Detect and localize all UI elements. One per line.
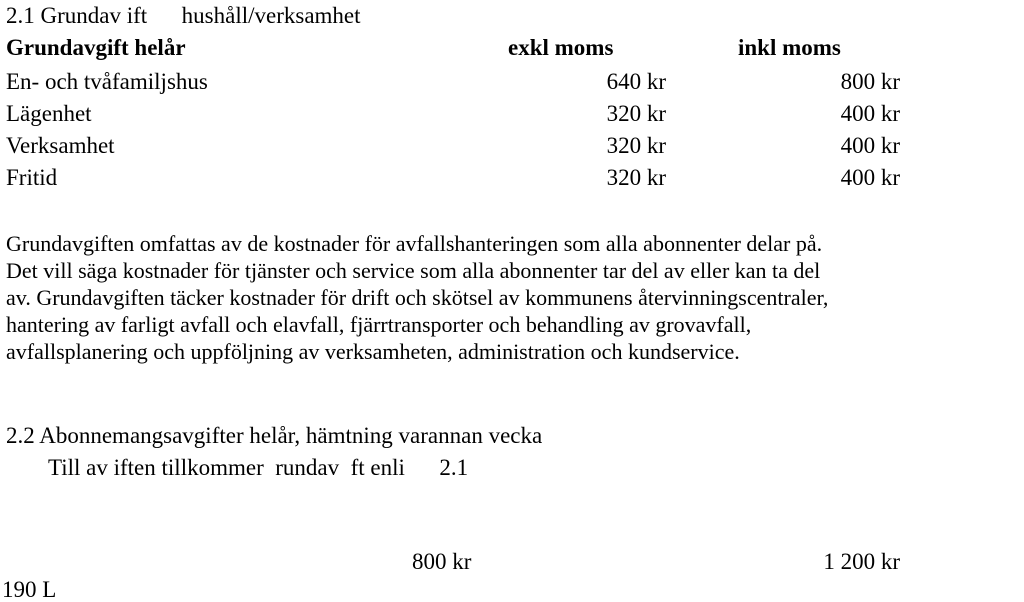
table-row-inkl: 400 kr (840, 133, 900, 158)
paragraph-line: avfallsplanering och uppföljning av verksamheten, administration och kundservice. (6, 339, 740, 364)
subscription-row-inkl: 1 200 kr (823, 549, 900, 574)
table-header-exkl: exkl moms (508, 35, 614, 60)
subscription-row-exkl: 800 kr (412, 549, 472, 574)
table-row-label: Lägenhet (6, 101, 92, 126)
table-header-inkl: inkl moms (738, 35, 841, 60)
table-row-exkl: 320 kr (606, 133, 666, 158)
section-2-subheading: Till av iften tillkommer rundav ft enli 2.1 (48, 455, 469, 480)
table-row-exkl: 640 kr (606, 69, 666, 94)
paragraph-line: hantering av farligt avfall och elavfall, fjärrtransporter och behandling av grovavfall, (6, 312, 752, 337)
subscription-row-label: 190 L (2, 577, 57, 602)
section-2-heading: 2.2 Abonnemangsavgifter helår, hämtning varannan vecka (6, 423, 543, 448)
paragraph-line: Grundavgiften omfattas av de kostnader för avfallshanteringen som alla abonnenter delar på. (6, 231, 823, 256)
table-row-label: Verksamhet (6, 133, 115, 158)
paragraph-line: av. Grundavgiften täcker kostnader för drift och skötsel av kommunens återvinningscentraler, (6, 285, 829, 310)
table-row-inkl: 400 kr (840, 165, 900, 190)
table-header-label: Grundavgift helår (6, 35, 186, 60)
grundavgift-description (6, 230, 1022, 365)
section-1-heading: 2.1 Grundav ift hushåll/verksamhet (6, 3, 361, 28)
table-row-label: En- och tvåfamiljshus (6, 69, 208, 94)
table-row-exkl: 320 kr (606, 165, 666, 190)
table-row-inkl: 800 kr (840, 69, 900, 94)
table-row-inkl: 400 kr (840, 101, 900, 126)
table-row-exkl: 320 kr (606, 101, 666, 126)
paragraph-line: Det vill säga kostnader för tjänster och service som alla abonnenter tar del av eller kan ta del (6, 258, 821, 283)
table-row-label: Fritid (6, 165, 58, 190)
